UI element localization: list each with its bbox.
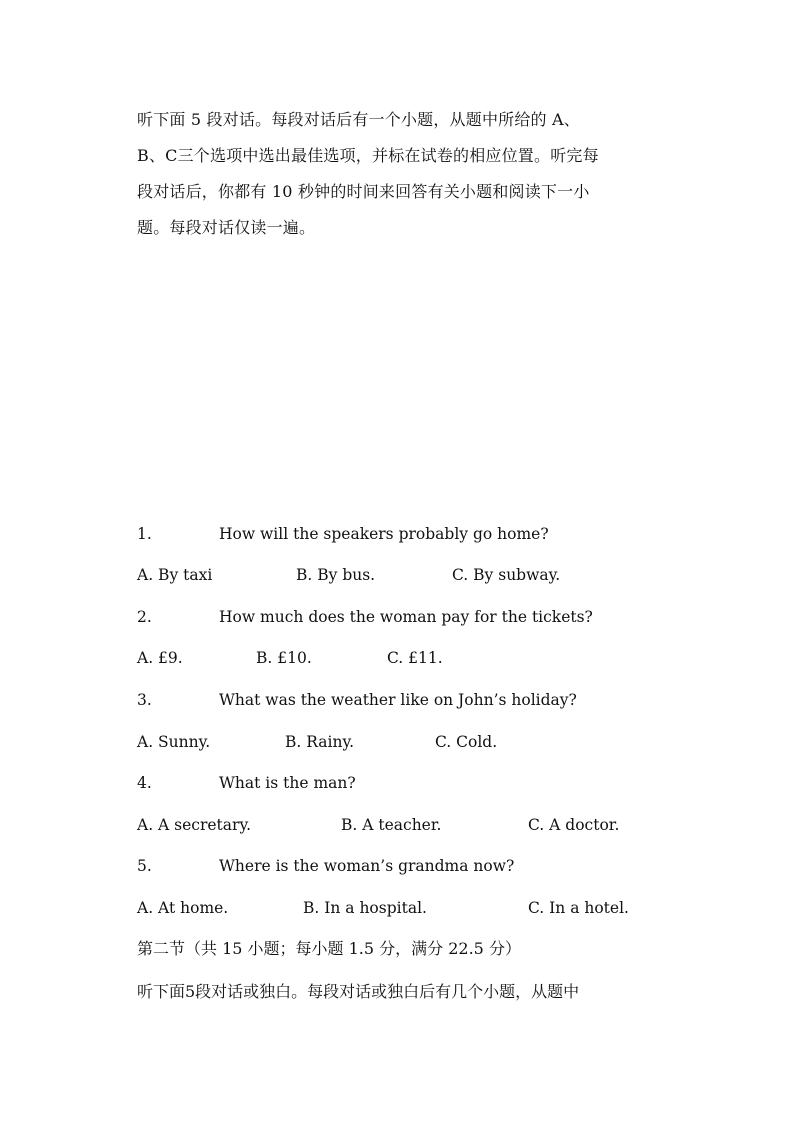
question-text: Where is the woman’s grandma now? [219,857,515,875]
option-c: C. By subway. [452,566,561,584]
question-number: 3. [137,691,152,709]
question-number: 2. [137,608,152,626]
option-a: A. £9. [137,649,183,667]
option-a: A. By taxi [137,566,213,584]
question-text: How will the speakers probably go home? [219,525,549,543]
question-text: What is the man? [219,774,356,792]
instruction-line: B、C三个选项中选出最佳选项，并标在试卷的相应位置。听完每 [137,146,599,165]
option-a: A. A secretary. [137,816,252,834]
section2-instruction: 听下面5段对话或独白。每段对话或独白后有几个小题，从题中 [137,982,580,1001]
option-b: B. Rainy. [285,733,355,751]
question-text: How much does the woman pay for the tickets? [219,608,593,626]
question-number: 5. [137,857,152,875]
instruction-line: 听下面 5 段对话。每段对话后有一个小题，从题中所给的 A、 [137,110,580,129]
option-b: B. A teacher. [341,816,442,834]
section2-title: 第二节（共 15 小题；每小题 1.5 分，满分 22.5 分） [137,939,521,958]
question-number: 4. [137,774,152,792]
section1-instructions [137,102,667,246]
option-b: B. In a hospital. [303,899,427,917]
option-c: C. A doctor. [528,816,620,834]
option-b: B. By bus. [296,566,376,584]
option-c: C. In a hotel. [528,899,629,917]
option-b: B. £10. [256,649,312,667]
question-number: 1. [137,525,152,543]
instruction-line: 题。每段对话仅读一遍。 [137,218,316,237]
option-a: A. Sunny. [137,733,211,751]
question-text: What was the weather like on John’s holiday? [219,691,577,709]
instruction-line: 段对话后，你都有 10 秒钟的时间来回答有关小题和阅读下一小 [137,182,590,201]
option-a: A. At home. [137,899,229,917]
option-c: C. £11. [387,649,443,667]
option-c: C. Cold. [435,733,498,751]
